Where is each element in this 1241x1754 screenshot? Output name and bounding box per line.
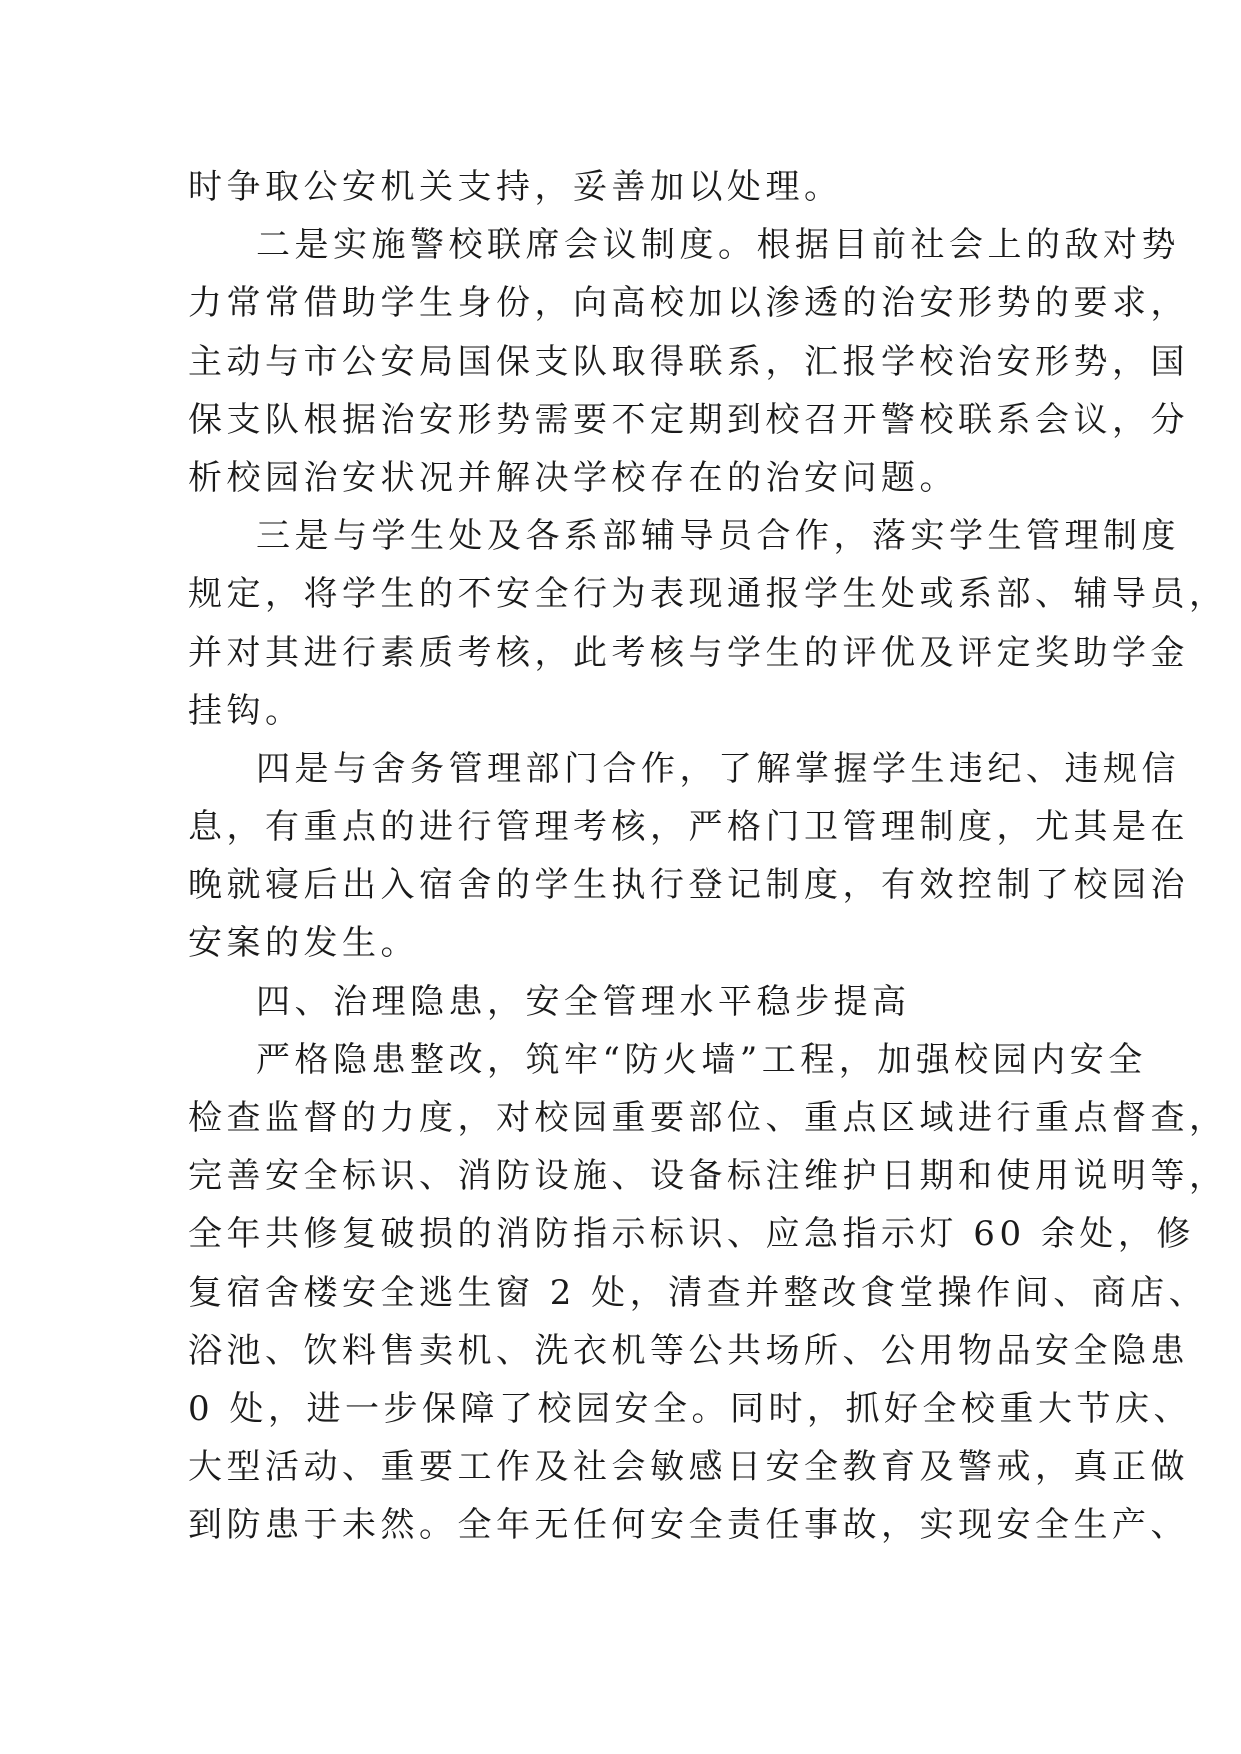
paragraph-start: 四是与舍务管理部门合作，了解掌握学生违纪、违规信 [256, 748, 1180, 789]
paragraph-start: 三是与学生处及各系部辅导员合作，落实学生管理制度 [256, 516, 1180, 557]
text-line: 完善安全标识、消防设施、设备标注维护日期和使用说明等， [188, 1156, 1228, 1197]
text-line: 晚就寝后出入宿舍的学生执行登记制度，有效控制了校园治 [188, 865, 1189, 906]
text-line: 规定，将学生的不安全行为表现通报学生处或系部、辅导员， [188, 574, 1228, 615]
document-body [188, 158, 1228, 1555]
paragraph-start: 二是实施警校联席会议制度。根据目前社会上的敌对势 [256, 225, 1180, 266]
text-line: 保支队根据治安形势需要不定期到校召开警校联系会议，分 [188, 399, 1189, 440]
text-line: 检查监督的力度，对校园重要部位、重点区域进行重点督查， [188, 1098, 1228, 1138]
text-line: 力常常借助学生身份，向高校加以渗透的治安形势的要求， [188, 283, 1189, 324]
text-line: 大型活动、重要工作及社会敏感日安全教育及警戒，真正做 [188, 1447, 1189, 1488]
text-line: 息，有重点的进行管理考核，严格门卫管理制度，尤其是在 [188, 807, 1189, 848]
text-line: 全年共修复破损的消防指示标识、应急指示灯 60 余处，修 [188, 1214, 1195, 1255]
section-heading: 四、治理隐患，安全管理水平稳步提高 [256, 981, 911, 1022]
text-line: 0 处，进一步保障了校园安全。同时，抓好全校重大节庆、 [188, 1388, 1192, 1429]
text-line: 挂钩。 [188, 690, 304, 731]
text-line: 并对其进行素质考核，此考核与学生的评优及评定奖助学金 [188, 632, 1189, 673]
text-line: 析校园治安状况并解决学校存在的治安问题。 [188, 457, 958, 498]
text-line: 时争取公安机关支持，妥善加以处理。 [188, 167, 843, 207]
text-line: 浴池、饮料售卖机、洗衣机等公共场所、公用物品安全隐患 [188, 1330, 1189, 1371]
text-line: 复宿舍楼安全逃生窗 2 处，清查并整改食堂操作间、商店、 [188, 1272, 1208, 1313]
paragraph-start: 严格隐患整改，筑牢“防火墙”工程，加强校园内安全 [256, 1039, 1147, 1080]
text-line: 主动与市公安局国保支队取得联系，汇报学校治安形势，国 [188, 341, 1189, 382]
text-line: 到防患于未然。全年无任何安全责任事故，实现安全生产、 [188, 1505, 1189, 1546]
text-line: 安案的发生。 [188, 923, 419, 964]
